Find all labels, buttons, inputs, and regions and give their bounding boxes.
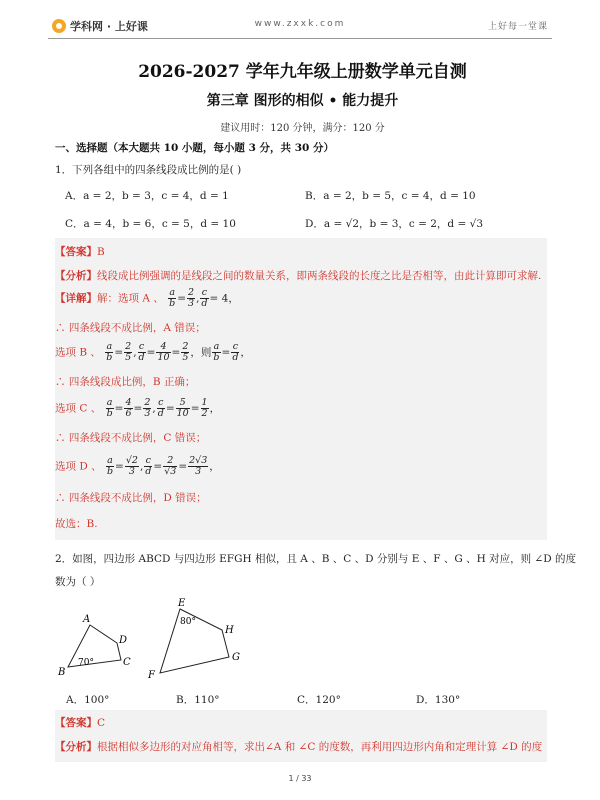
label-d: D	[119, 635, 128, 646]
q2-option-a: A．100°	[66, 694, 110, 706]
q2-figure	[55, 595, 275, 685]
q1-detail-c: 选项 C 、 $\frac{a}{b}$ = $\frac{4}{6}$ = $\frac{2}{3}$ , $\frac{c}{d}$ = $\frac{5}{10}$ = $\frac{1}{2}$ ，	[55, 397, 221, 419]
label-b: B	[58, 667, 66, 678]
q1-option-b: B．a = 2，b = 5，c = 4，d = 10	[305, 190, 476, 202]
q1-final: 故选：B.	[55, 518, 98, 530]
label-e: E	[178, 598, 186, 609]
q2-answer	[55, 715, 105, 730]
page-title: 2026-2027 学年九年级上册数学单元自测	[138, 62, 467, 82]
q2-option-b: B．110°	[176, 694, 220, 706]
header-divider	[48, 38, 552, 39]
q1-detail-tag: 【详解】	[55, 292, 97, 305]
q1-analysis-text: 线段成比例强调的是线段之间的数量关系，即两条线段的长度之比是否相等，由此计算即可求解.	[97, 270, 542, 282]
quad-abcd	[68, 625, 121, 667]
q2-analysis-text: 根据相似多边形的对应角相等，求出∠A 和 ∠C 的度数，再利用四边形内角和定理计算 ∠D 的度	[97, 741, 543, 753]
q1-conclusion-a: ∴ 四条线段不成比例，A 错误；	[55, 322, 206, 334]
q2-answer-tag: 【答案】	[55, 717, 97, 729]
q1-stem: 1．下列各组中的四条线段成比例的是( )	[55, 164, 242, 176]
q2-analysis	[55, 739, 542, 754]
q1-detail-a: 【详解】解：选项 A 、 $\frac{a}{b}$ = $\frac{2}{3}$ , $\frac{c}{d}$ = 4，	[55, 287, 239, 309]
q1-option-c: C．a = 4，b = 6，c = 5，d = 10	[65, 218, 236, 230]
page-number: 1 / 33	[288, 774, 312, 783]
q1-detail-b: 选项 B 、 $\frac{a}{b}$ = $\frac{2}{5}$ , $\frac{c}{d}$ = $\frac{4}{10}$ = $\frac{2}{5}$ ，则 $\frac{a}{b}$ = $\frac{c}{d}$ ，	[55, 341, 251, 363]
q2-analysis-tag: 【分析】	[55, 741, 97, 753]
q1-analysis	[55, 268, 541, 283]
q2-stem-line1: 2．如图，四边形 ABCD 与四边形 EFGH 相似，且 A 、B 、C 、D 分别与 E 、F 、G 、H 对应，则 ∠D 的度	[55, 553, 576, 565]
q1-conclusion-c: ∴ 四条线段不成比例，C 错误；	[55, 432, 207, 444]
q1-answer-value: B	[97, 246, 105, 258]
label-a: A	[83, 614, 91, 625]
q1-detail-d: 选项 D 、 $\frac{a}{b}$ = $\frac{√2}{3}$ , $\frac{c}{d}$ = $\frac{2}{√3}$ = $\frac{2√3}{3}$ ，	[55, 455, 220, 477]
q1-conclusion-d: ∴ 四条线段不成比例，D 错误；	[55, 492, 207, 504]
label-g: G	[232, 652, 240, 663]
q1-option-a: A．a = 2，b = 3，c = 4，d = 1	[65, 190, 229, 202]
q1-option-d: D．a = √2，b = 3，c = 2，d = √3	[305, 218, 483, 230]
q2-option-d: D．130°	[416, 694, 461, 706]
page-header	[0, 0, 600, 42]
exam-meta: 建议用时：120 分钟，满分：120 分	[220, 123, 385, 134]
q1-conclusion-b: ∴ 四条线段成比例，B 正确；	[55, 376, 196, 388]
section-heading: 一、选择题（本大题共 10 小题，每小题 3 分，共 30 分）	[55, 142, 334, 154]
q2-answer-value: C	[97, 717, 106, 729]
q1-answer	[55, 244, 105, 259]
q1-analysis-tag: 【分析】	[55, 270, 97, 282]
q2-option-c: C．120°	[297, 694, 341, 706]
label-f: F	[148, 670, 155, 681]
fraction: $\frac{a}{b}$	[169, 287, 176, 309]
q1-answer-box	[55, 238, 547, 540]
angle-b-label: 70°	[78, 658, 94, 668]
site-slogan: 上好每一堂课	[487, 22, 548, 32]
q2-answer-box	[55, 710, 547, 762]
q2-stem-line2: 数为（ ）	[55, 576, 101, 588]
label-h: H	[225, 625, 234, 636]
q1-answer-tag: 【答案】	[55, 246, 97, 258]
site-url: www.zxxk.com	[254, 19, 346, 29]
label-c: C	[123, 657, 131, 668]
angle-e-label: 80°	[180, 617, 196, 627]
logo-text: 学科网 · 上好课	[70, 20, 148, 33]
page-subtitle: 第三章 图形的相似 • 能力提升	[206, 93, 399, 109]
